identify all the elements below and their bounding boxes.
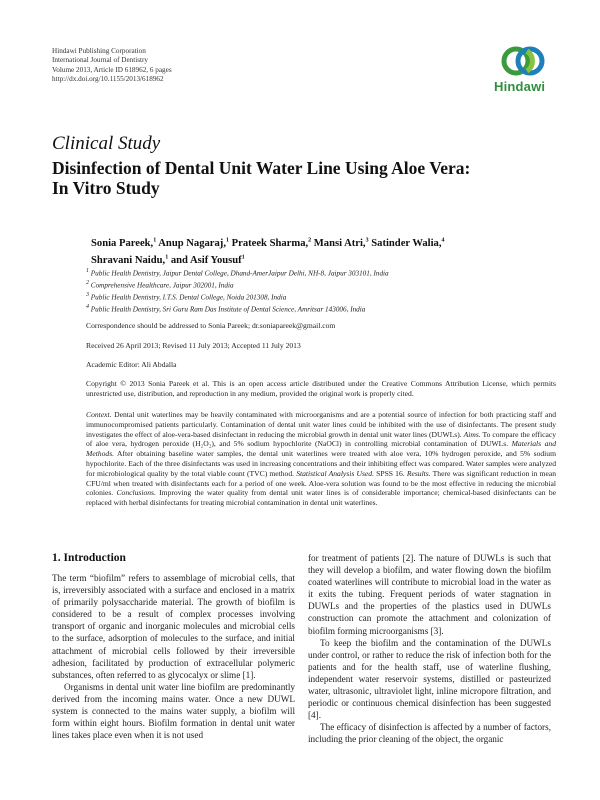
author[interactable]: and Asif Yousuf$^1$ <box>170 254 245 267</box>
paragraph: for treatment of patients [2]. The nature of DUWLs is such that they will develop a biofilm, and water flowing down the biofilm coated waterlines will contribute to microbial load in the water as it exits the tubing. Frequent periods of water stagnation in DUWLs and the properties of the plastics used in DUWLs construction can promote the attachment and colonization of biofilm forming microorganisms [3]. <box>308 553 551 636</box>
affiliation: $^1$ Public Health Dentistry, Jaipur Dental College, Dhand-AmerJaipur Delhi, NH-8, Jaipur 303101, India <box>86 268 389 278</box>
title-line-2: In Vitro Study <box>52 178 160 198</box>
body-column-left <box>52 572 295 741</box>
volume-info: Volume 2013, Article ID 618962, 6 pages <box>52 65 172 74</box>
section-heading: 1. Introduction <box>52 552 126 564</box>
author[interactable]: Shravani Naidu,$^1$ <box>91 254 169 267</box>
affiliation: $^2$ Comprehensive Healthcare, Jaipur 302001, India <box>86 279 234 290</box>
author[interactable]: Mansi Atri,$^3$ <box>313 237 369 249</box>
author[interactable]: Satinder Walia,$^4$ <box>371 237 445 249</box>
paragraph: The term “biofilm” refers to assemblage of microbial cells, that is, irreversibly associated with a surface and enclosed in a matrix of primarily polysaccharide material. The growth of biofilm is considered to be a result of complex processes involving transport of organic and inorganic molecules and microbial cells to the surface, adsorption of molecules to the surface, and initial attachment of microbial cells followed by their irreversible adhesion, facilitated by production of extracellular polymeric substances, often referred to as glycocalyx or slime [1]. <box>52 573 295 680</box>
article-category: Clinical Study <box>52 133 161 154</box>
publisher-name: Hindawi Publishing Corporation <box>52 47 146 55</box>
author[interactable]: Anup Nagaraj,$^1$ <box>158 237 229 249</box>
journal-header <box>52 47 172 84</box>
affiliation: $^4$ Public Health Dentistry, Sri Guru Ram Das Institute of Dental Science, Amritsar 143006, India <box>86 303 366 314</box>
correspondence: Correspondence should be addressed to Sonia Pareek; dr.soniapareek@gmail.com <box>86 321 336 330</box>
logo-text: Hindawi <box>494 79 546 94</box>
author[interactable]: Prateek Sharma,$^2$ <box>231 237 312 249</box>
title-line-1: Disinfection of Dental Unit Water Line Using Aloe Vera: <box>52 158 471 178</box>
academic-editor: Academic Editor: Ali Abdalla <box>86 360 177 369</box>
abstract: Context. Dental unit waterlines may be heavily contaminated with microorganisms and are a potential source of infection for both practicing staff and immunocompromised patients particularly. Contamination of dental unit water lines could be inhibited with the use of disinfectants. The present study investigates the effect of aloe-vera-based disinfectant in reducing the microbial growth in dental unit water lines (DUWLs). Aims. To compare the efficacy of aloe vera, hydrogen peroxide (H₂O₂), and 5% sodium hypochlorite (NaOCl) in controlling microbial contamination of DUWLs. Materials and Methods. After obtaining baseline water samples, the dental unit waterlines were treated with aloe vera, 10% hydrogen peroxide, and 5% sodium hypochlorite. Each of the three disinfectants was used in increasing concentrations and their inhibiting effect was compared. Water samples were analyzed for microbiological quality by the total viable count (TVC) method. Statistical Analysis Used. SPSS 16. Results. There was significant reduction in mean CFU/ml when treated with disinfectants each for a period of one week. Aloe-vera solution was found to be the most effective in reducing the microbial colonies. Conclusions. Improving the water quality from dental unit water lines is of considerable importance; chemical-based disinfectants can be replaced with herbal disinfectants for treating microbial contamination in dental unit waterlines. <box>86 410 556 508</box>
paragraph: To keep the biofilm and the contamination of the DUWLs under control, or rather to reduce the risk of infection both for the patients and for the health staff, use of waterline flushing, independent water reservoir systems, distilled or pasteurized water, ultrasonic, ultraviolet light, inline micropore filtration, and periodic or continuous chemical disinfection has been suggested [4]. <box>308 637 551 721</box>
author[interactable]: Sonia Pareek,$^1$ <box>91 237 157 249</box>
journal-name: International Journal of Dentistry <box>52 56 149 65</box>
article-title <box>52 158 552 198</box>
affiliations <box>86 267 556 315</box>
paragraph: Organisms in dental unit water line biofilm are predominantly derived from the incoming mains water. Once a new DUWL system is connected to the mains water supply, a biofilm will form within eight hours. Biofilm formation in dental unit water lines takes place even when it is not used <box>52 681 295 741</box>
dates: Received 26 April 2013; Revised 11 July 2013; Accepted 11 July 2013 <box>86 341 301 350</box>
hindawi-logo[interactable] <box>494 44 554 94</box>
body-column-right <box>308 552 551 746</box>
paragraph: The efficacy of disinfection is affected by a number of factors, including the prior cleaning of the object, the organic <box>308 722 551 745</box>
doi-link[interactable]: http://dx.doi.org/10.1155/2013/618962 <box>52 74 164 83</box>
hindawi-rings-icon <box>500 44 546 78</box>
copyright-notice: Copyright © 2013 Sonia Pareek et al. This is an open access article distributed under the Creative Commons Attribution License, which permits unrestricted use, distribution, and reproduction in any medium, provided the original work is properly cited. <box>86 379 556 398</box>
affiliation: $^3$ Public Health Dentistry, I.T.S. Dental College, Noida 201308, India <box>86 291 287 302</box>
author-list <box>91 233 551 268</box>
